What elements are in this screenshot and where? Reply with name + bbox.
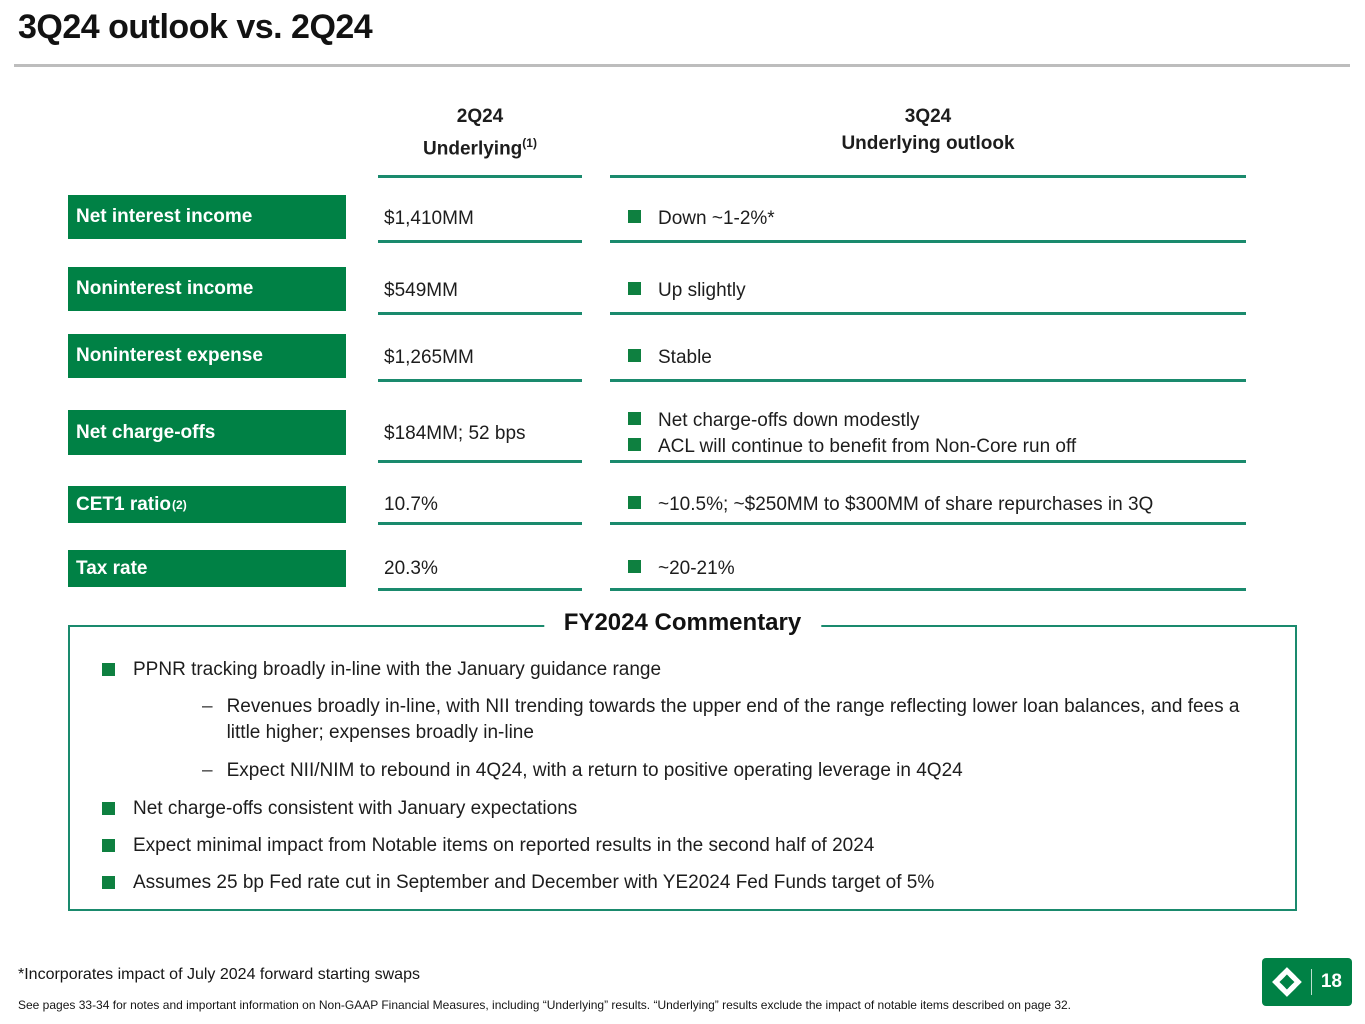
outlook-net-interest-income: Down ~1-2%* [628,206,1246,231]
outlook-cet1-ratio: ~10.5%; ~$250MM to $300MM of share repurchases in 3Q [628,492,1246,517]
citizens-daisy-wheel-icon [1272,967,1302,997]
footnote-non-gaap: See pages 33-34 for notes and important information on Non-GAAP Financial Measures, including “Underlying” results. “Underlying” results exclude the impact of notable items described on page 32. [18,998,1072,1012]
value-underline-row6 [378,588,582,591]
green-square-bullet-icon [628,412,641,425]
commentary-item: PPNR tracking broadly in-line with the January guidance range [102,657,1265,683]
footnote-swaps: *Incorporates impact of July 2024 forward starting swaps [18,966,420,983]
row-label-tax-rate: Tax rate [68,550,346,587]
title-divider [14,64,1350,67]
green-square-bullet-icon [628,496,641,509]
row-label-net-charge-offs: Net charge-offs [68,410,346,455]
value-net-interest-income: $1,410MM [384,208,474,229]
green-square-bullet-icon [628,349,641,362]
value-underline-row2 [378,312,582,315]
outlook-noninterest-expense: Stable [628,345,1246,370]
commentary-item: Net charge-offs consistent with January expectations [102,796,1265,822]
fy2024-commentary-box [68,609,1297,911]
footnote-ref-2: (2) [172,497,187,512]
green-square-bullet-icon [628,282,641,295]
value-underline-row1 [378,240,582,243]
dash-bullet: – [202,760,213,781]
row-label-cet1-ratio: CET1 ratio (2) [68,486,346,523]
outlook-underline-row6 [610,588,1246,591]
header-underline-2q24 [378,175,582,178]
column-header-3q24-line1: 3Q24 [904,106,952,127]
value-underline-row4 [378,460,582,463]
outlook-net-charge-offs-1: Net charge-offs down modestly [628,408,1246,433]
outlook-underline-row2 [610,312,1246,315]
value-underline-row5 [378,522,582,525]
commentary-title: FY2024 Commentary [544,609,821,637]
green-square-bullet-icon [102,663,115,676]
page-badge [1262,958,1352,1006]
row-label-noninterest-income: Noninterest income [68,267,346,311]
value-cet1-ratio: 10.7% [384,494,438,515]
page-title: 3Q24 outlook vs. 2Q24 [18,8,373,46]
column-header-3q24 [610,103,1246,157]
outlook-underline-row1 [610,240,1246,243]
value-noninterest-expense: $1,265MM [384,347,474,368]
green-square-bullet-icon [628,560,641,573]
row-label-net-interest-income: Net interest income [68,195,346,239]
page-number: 18 [1320,971,1342,992]
header-underline-3q24 [610,175,1246,178]
outlook-underline-row5 [610,522,1246,525]
outlook-tax-rate: ~20-21% [628,556,1246,581]
commentary-item: Expect minimal impact from Notable items on reported results in the second half of 2024 [102,833,1265,859]
commentary-sub-item: – Revenues broadly in-line, with NII trending towards the upper end of the range reflecting lower loan balances, and fees a little higher; expenses broadly in-line [102,694,1265,746]
value-noninterest-income: $549MM [384,280,458,301]
green-square-bullet-icon [102,802,115,815]
outlook-underline-row4 [610,460,1246,463]
dash-bullet: – [202,696,213,717]
green-square-bullet-icon [628,210,641,223]
value-net-charge-offs: $184MM; 52 bps [384,423,526,444]
column-header-2q24-line1: 2Q24 [456,106,504,127]
commentary-sub-item: – Expect NII/NIM to rebound in 4Q24, with a return to positive operating leverage in 4Q24 [102,758,1265,784]
footnote-ref-1: (1) [522,136,537,150]
value-underline-row3 [378,379,582,382]
badge-divider [1311,969,1312,995]
column-header-3q24-line2: Underlying outlook [841,133,1015,154]
outlook-net-charge-offs-2: ACL will continue to benefit from Non-Core run off [628,434,1246,459]
outlook-noninterest-income: Up slightly [628,278,1246,303]
row-label-noninterest-expense: Noninterest expense [68,334,346,378]
commentary-body [70,627,1295,896]
outlook-underline-row3 [610,379,1246,382]
green-square-bullet-icon [102,839,115,852]
green-square-bullet-icon [628,438,641,451]
column-header-2q24 [378,103,582,162]
column-header-2q24-line2: Underlying$^{(1)}$ [423,136,537,160]
green-square-bullet-icon [102,876,115,889]
commentary-item: Assumes 25 bp Fed rate cut in September and December with YE2024 Fed Funds target of 5% [102,870,1265,896]
value-tax-rate: 20.3% [384,558,438,579]
